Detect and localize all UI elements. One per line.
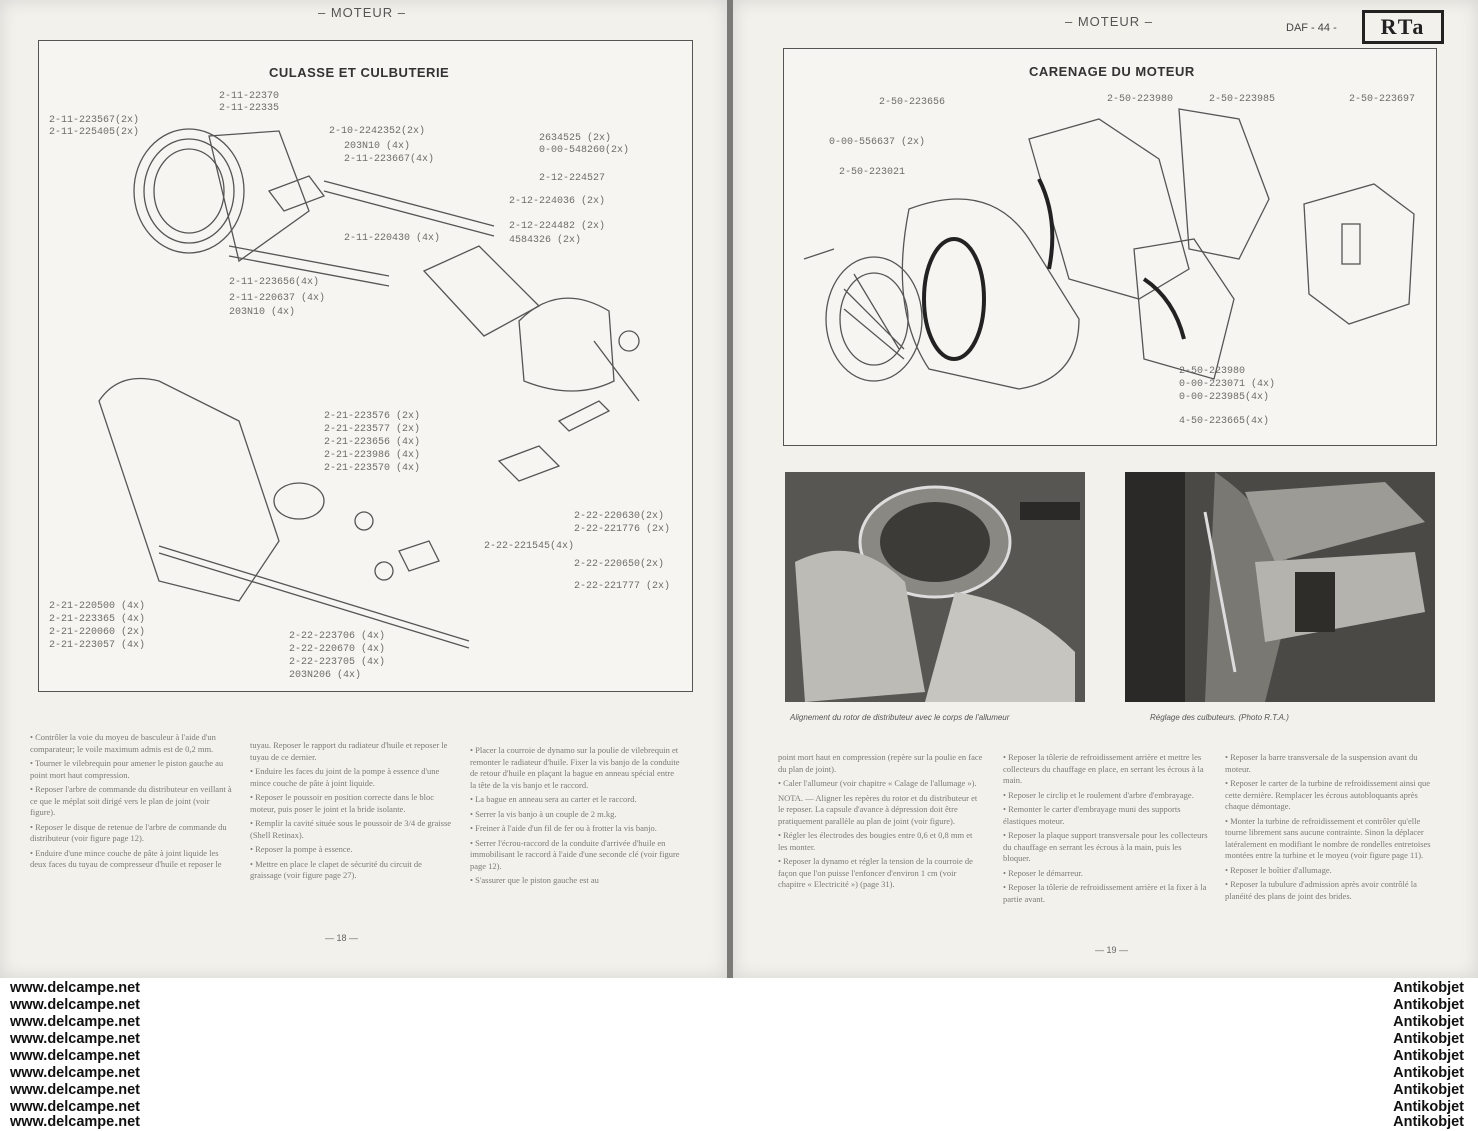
watermark-left: www.delcampe.net: [10, 1114, 140, 1130]
part-label: 2-21-223577 (2x): [324, 424, 421, 435]
watermark-right: Antikobjet: [1393, 1031, 1464, 1047]
part-label: 2-11-220637 (4x): [229, 293, 326, 304]
watermark-left: www.delcampe.net: [10, 1031, 140, 1047]
engine-cowling-diagram: [783, 48, 1437, 446]
part-label: 2-11-223667(4x): [344, 154, 435, 165]
paragraph: • Serrer l'écrou-raccord de la conduite d'arrivée d'huile en immobilisant le raccord à l'aide d'une seconde clé (voir figure page 12).: [470, 837, 680, 871]
engine-cowling-exploded-view: [784, 49, 1436, 445]
part-label: 2-50-223021: [839, 167, 906, 178]
watermark-right: Antikobjet: [1393, 1048, 1464, 1064]
left-running-head: – MOTEUR –: [318, 5, 407, 20]
paragraph: • Enduire d'une mince couche de pâte à joint liquide les deux faces du tuyau de compresseur d'huile et reposer le: [30, 847, 222, 869]
paragraph: • Remonter le carter d'embrayage muni des supports élastiques moteur.: [1003, 804, 1181, 826]
paragraph: • Reposer la tôlerie de refroidissement arrière et la fixer à la partie avant.: [1003, 882, 1207, 904]
part-label: 4-50-223665(4x): [1179, 416, 1270, 427]
part-label: 2-22-221776 (2x): [574, 524, 671, 535]
paragraph: • Reposer la tôlerie de refroidissement arrière et mettre les collecteurs du chauffage en place, en serrant les écrous à la main.: [1003, 752, 1204, 785]
part-label: 2-21-223365 (4x): [49, 614, 146, 625]
part-label: 2-21-223656 (4x): [324, 437, 421, 448]
watermark-right: Antikobjet: [1393, 1065, 1464, 1081]
part-label: 2-50-223980: [1179, 366, 1246, 377]
part-label: 2-21-220500 (4x): [49, 601, 146, 612]
watermark-right: Antikobjet: [1393, 1014, 1464, 1030]
left-page-number: — 18 —: [325, 933, 359, 943]
part-label: 0-00-548260(2x): [539, 145, 630, 156]
paragraph: • Régler les électrodes des bougies entre 0,6 et 0,8 mm et les monter.: [778, 830, 973, 852]
cylinder-head-diagram: [38, 40, 693, 692]
daf-reference: DAF - 44 -: [1286, 22, 1337, 34]
right-diagram-title: CARENAGE DU MOTEUR: [1029, 64, 1195, 79]
right-text-column-2: [1003, 752, 1208, 908]
part-label: 2-21-223576 (2x): [324, 411, 421, 422]
paragraph: • Reposer la dynamo et régler la tension de la courroie de façon que l'on puisse l'enfoncer d'environ 1 cm (voir chapitre « Electricité ») (page 31).: [778, 856, 973, 889]
part-label: 2-21-223986 (4x): [324, 450, 421, 461]
watermark-left: www.delcampe.net: [10, 1082, 140, 1098]
part-label: 2-11-223567(2x): [49, 115, 140, 126]
part-label: 2-11-223656(4x): [229, 277, 320, 288]
paragraph: • Reposer le carter de la turbine de refroidissement ainsi que cette dernière. Remplacer les écrous autobloquants après chaque démontage.: [1225, 778, 1431, 811]
paragraph: • Reposer la plaque support transversale pour les collecteurs du chauffage en serrant les écrous à la main, puis les bloquer.: [1003, 830, 1208, 863]
left-text-column-1: [30, 732, 235, 874]
left-text-column-2: [250, 740, 455, 885]
part-label: 2-21-220060 (2x): [49, 627, 146, 638]
paragraph: • Reposer le circlip et le roulement d'arbre d'embrayage.: [1003, 789, 1194, 800]
paragraph: • Reposer l'arbre de commande du distributeur en veillant à ce que le méplat soit dirigé vers le plan de joint (voir figure).: [30, 784, 232, 817]
watermark-left: www.delcampe.net: [10, 1048, 140, 1064]
paragraph: • Placer la courroie de dynamo sur la poulie de vilebrequin et remonter le radiateur d'huile. Fixer la vis banjo de la conduite de retour d'huile en plaçant la bague en anneau spécial entre la tête de la vis banjo et le raccord.: [470, 745, 680, 790]
paragraph: point mort haut en compression (repère sur la poulie en face du plan de joint).: [778, 752, 983, 774]
paragraph: • Reposer le disque de retenue de l'arbre de commande du distributeur (voir figure page 12).: [30, 821, 227, 843]
paragraph: NOTA. — Aligner les repères du rotor et du distributeur et le reposer. La capsule d'avance à dépression doit être pratiquement parallèle au plan de joint (voir figure).: [778, 792, 978, 826]
watermark-right: Antikobjet: [1393, 980, 1464, 996]
part-label: 2-22-223705 (4x): [289, 657, 386, 668]
paragraph: • Tourner le vilebrequin pour amener le piston gauche au point mort haut compression.: [30, 758, 224, 780]
paragraph: • Reposer la barre transversale de la suspension avant du moteur.: [1225, 752, 1418, 774]
right-page-number: — 19 —: [1095, 945, 1129, 955]
part-label: 2-22-221777 (2x): [574, 581, 671, 592]
distributor-rotor-photo: [785, 472, 1085, 702]
distributor-photo-illustration: [785, 472, 1085, 702]
part-label: 0-00-223985(4x): [1179, 392, 1270, 403]
part-label: 203N10 (4x): [344, 141, 411, 152]
part-label: 2-21-223057 (4x): [49, 640, 146, 651]
photo1-caption: Alignement du rotor de distributeur avec le corps de l'allumeur: [790, 713, 1010, 722]
paragraph: • Reposer le boîtier d'allumage.: [1225, 864, 1332, 875]
part-label: 2-10-2242352(2x): [329, 126, 426, 137]
paragraph: • Reposer le démarreur.: [1003, 867, 1083, 878]
watermark-left: www.delcampe.net: [10, 1065, 140, 1081]
paragraph: • Serrer la vis banjo à un couple de 2 m.kg.: [470, 808, 617, 819]
part-label: 2-21-223570 (4x): [324, 463, 421, 474]
part-label: 2-11-22335: [219, 103, 280, 114]
paragraph: • Reposer la tubulure d'admission après avoir contrôlé la planéité des plans de joint des brides.: [1225, 879, 1417, 901]
photo2-caption: Réglage des culbuteurs. (Photo R.T.A.): [1150, 713, 1289, 722]
watermark-left: www.delcampe.net: [10, 997, 140, 1013]
paragraph: • Freiner à l'aide d'un fil de fer ou à frotter la vis banjo.: [470, 823, 657, 833]
paragraph: • La bague en anneau sera au carter et le raccord.: [470, 794, 637, 804]
right-running-head: – MOTEUR –: [1065, 14, 1154, 29]
paragraph: • Contrôler la voie du moyeu de basculeur à l'aide d'un comparateur; le voile maximum admis est de 0,2 mm.: [30, 732, 216, 754]
part-label: 2-22-220630(2x): [574, 511, 665, 522]
watermark-right: Antikobjet: [1393, 1114, 1464, 1130]
part-label: 2-22-221545(4x): [484, 541, 575, 552]
paragraph: • Remplir la cavité située sous le poussoir de 3/4 de graisse (Shell Retinax).: [250, 818, 452, 840]
paragraph: • Reposer la pompe à essence.: [250, 844, 353, 854]
watermark-right: Antikobjet: [1393, 997, 1464, 1013]
part-label: 4584326 (2x): [509, 235, 582, 246]
part-label: 2-22-223706 (4x): [289, 631, 386, 642]
paragraph: • S'assurer que le piston gauche est au: [470, 875, 599, 885]
part-label: 2-50-223697: [1349, 94, 1416, 105]
watermark-right: Antikobjet: [1393, 1082, 1464, 1098]
paragraph: • Caler l'allumeur (voir chapitre « Calage de l'allumage »).: [778, 778, 977, 788]
part-label: 2-11-220430 (4x): [344, 233, 441, 244]
part-label: 2-50-223980: [1107, 94, 1174, 105]
part-label: 0-00-556637 (2x): [829, 137, 926, 148]
rocker-photo-illustration: [1125, 472, 1435, 702]
watermark-left: www.delcampe.net: [10, 1014, 140, 1030]
watermark-left: www.delcampe.net: [10, 1099, 140, 1115]
watermark-right: Antikobjet: [1393, 1099, 1464, 1115]
part-label: 2-11-225405(2x): [49, 127, 140, 138]
paragraph: • Enduire les faces du joint de la pompe à essence d'une mince couche de pâte à joint liquide.: [250, 766, 440, 788]
left-diagram-title: CULASSE ET CULBUTERIE: [269, 65, 450, 80]
paragraph: • Reposer le poussoir en position correcte dans le bloc moteur, puis poser le joint et la bride isolante.: [250, 792, 435, 814]
part-label: 2-12-224036 (2x): [509, 196, 606, 207]
part-label: 2-50-223985: [1209, 94, 1276, 105]
right-text-column-3: [1225, 752, 1435, 905]
right-text-column-1: [778, 752, 983, 894]
rocker-adjustment-photo: [1125, 472, 1435, 702]
part-label: 203N10 (4x): [229, 307, 296, 318]
paragraph: • Mettre en place le clapet de sécurité du circuit de graissage (voir figure page 27).: [250, 858, 422, 880]
part-label: 2-22-220650(2x): [574, 559, 665, 570]
part-label: 2-11-22370: [219, 91, 280, 102]
left-text-column-3: [470, 745, 682, 890]
part-label: 2-50-223656: [879, 97, 946, 108]
part-label: 2-12-224482 (2x): [509, 221, 606, 232]
part-label: 203N206 (4x): [289, 670, 362, 681]
rta-logo: RTa: [1362, 10, 1444, 44]
watermark-left: www.delcampe.net: [10, 980, 140, 996]
part-label: 2-22-220670 (4x): [289, 644, 386, 655]
paragraph: tuyau. Reposer le rapport du radiateur d'huile et reposer le tuyau de ce dernier.: [250, 740, 448, 762]
part-label: 2634525 (2x): [539, 133, 612, 144]
paragraph: • Monter la turbine de refroidissement et contrôler qu'elle tourne librement sans aucune contrainte. Sinon la déplacer latéralement en modifiant le nombre de rondelles entretoises montées entre la turbine et le moyeu (voir figure page 11).: [1225, 815, 1431, 860]
part-label: 2-12-224527: [539, 173, 606, 184]
part-label: 0-00-223071 (4x): [1179, 379, 1276, 390]
